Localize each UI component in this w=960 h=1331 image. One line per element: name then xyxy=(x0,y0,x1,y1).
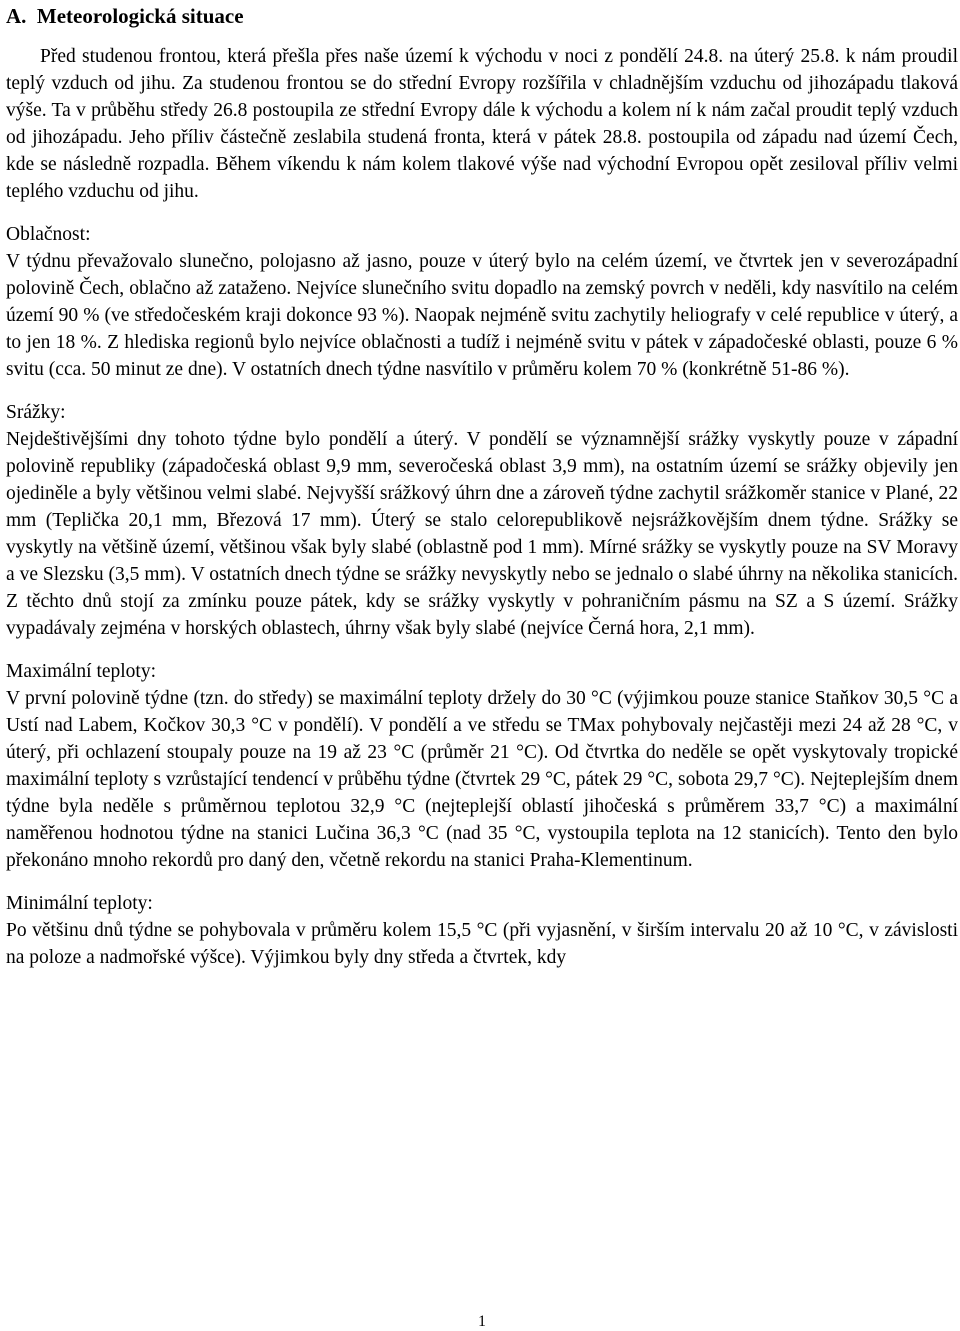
section-text: Nejdeštivějšími dny tohoto týdne bylo pondělí a úterý. V pondělí se významnější srážky vyskytly pouze v západní polovině republiky (západočeská oblast 9,9 mm, severočeská oblast 3,9 mm), na ostatním území se srážky objevily jen ojediněle a byly většinou velmi slabé. Nejvyšší srážkový úhrn dne a zároveň týdne zachytil srážkoměr stanice v Plané, 22 mm (Teplička 20,1 mm, Březová 17 mm). Úterý se stalo celorepublikově nejsrážkovějším dnem týdne. Srážky se vyskytly na většině území, většinou však byly slabé (oblastně pod 1 mm). Mírné srážky se vyskytly pouze na SV Moravy a ve Slezsku (3,5 mm). V ostatních dnech týdne se srážky nevyskytly nebo se jednalo o slabé úhrny na několika stanicích. Z těchto dnů stojí za zmínku pouze pátek, kdy se srážky vyskytly v pohraničním pásmu na SZ a S území. Srážky vypadávaly zejména v horských oblastech, úhrny však byly slabé (nejvíce Černá hora, 2,1 mm). xyxy=(6,429,958,639)
section-text: Po většinu dnů týdne se pohybovala v průměru kolem 15,5 °C (při vyjasnění, v širším intervalu 20 až 10 °C, v závislosti na poloze a nadmořské výšce). Výjimkou byly dny středa a čtvrtek, kdy xyxy=(6,920,958,968)
section-text: V týdnu převažovalo slunečno, polojasno až jasno, pouze v úterý bylo na celém území, ve čtvrtek jen v severozápadní polovině Čech, oblačno až zataženo. Nejvíce slunečního svitu dopadlo na zemský povrch v neděli, kdy nasvítilo na celém území 90 % (ve středočeském kraji dokonce 93 %). Naopak nejméně svitu zachytily heliografy v celé republice v úterý, a to jen 18 %. Z hlediska regionů bylo nejvíce oblačnosti a tudíž i nejméně svitu v pátek v západočeské oblasti, pouze 6 % svitu (cca. 50 minut ze dne). V ostatních dnech týdne nasvítilo v průměru kolem 70 % (konkrétně 51-86 %). xyxy=(6,251,958,380)
intro-paragraph: Před studenou frontou, která přešla přes naše území k východu v noci z pondělí 24.8. na úterý 25.8. k nám proudil teplý vzduch od jihu. Za studenou frontou se do střední Evropy rozšířila v chladnějším vzduchu od jihozápadu tlaková výše. Ta v průběhu středy 26.8 postoupila ze střední Evropy dále k východu a kolem ní k nám začal proudit teplý vzduch od jihozápadu. Jeho příliv částečně zeslabila studená fronta, která v pátek 28.8. postoupila od západu nad území Čech, kde se následně rozpadla. Během víkendu k nám kolem tlakové výše nad východní Evropou opět zesiloval příliv velmi teplého vzduchu od jihu. xyxy=(6,46,958,202)
section-max-temperatures xyxy=(6,658,958,874)
section-cloudiness xyxy=(6,221,958,383)
section-title: Oblačnost: xyxy=(6,224,91,245)
section-precipitation xyxy=(6,399,958,642)
section-min-temperatures xyxy=(6,890,958,971)
section-title: Minimální teploty: xyxy=(6,893,153,914)
section-title: Maximální teploty: xyxy=(6,661,157,682)
document-page xyxy=(6,0,958,1331)
section-title: Srážky: xyxy=(6,402,66,423)
section-heading: A. Meteorologická situace xyxy=(6,4,244,28)
page-number: 1 xyxy=(478,1313,486,1330)
section-text: V první polovině týdne (tzn. do středy) se maximální teploty držely do 30 °C (výjimkou pouze stanice Staňkov 30,5 °C a Ustí nad Labem, Kočkov 30,3 °C v pondělí). V pondělí a ve středu se TMax pohybovaly nejčastěji mezi 24 až 28 °C, v úterý, při ochlazení stoupaly pouze na 19 až 23 °C (průměr 21 °C). Od čtvrtka do neděle se opět vyskytovaly tropické maximální teploty s vzrůstající tendencí v průběhu týdne (čtvrtek 29 °C, pátek 29 °C, sobota 29,7 °C). Nejteplejším dnem týdne byla neděle s průměrnou teplotou 32,9 °C (nejteplejší oblastí jihočeská s průměrem 33,7 °C) a maximální naměřenou hodnotou týdne na stanici Lučina 36,3 °C (nad 35 °C, vystoupila teplota na 12 stanicích). Tento den bylo překonáno mnoho rekordů pro daný den, včetně rekordu na stanici Praha-Klementinum. xyxy=(6,688,958,871)
